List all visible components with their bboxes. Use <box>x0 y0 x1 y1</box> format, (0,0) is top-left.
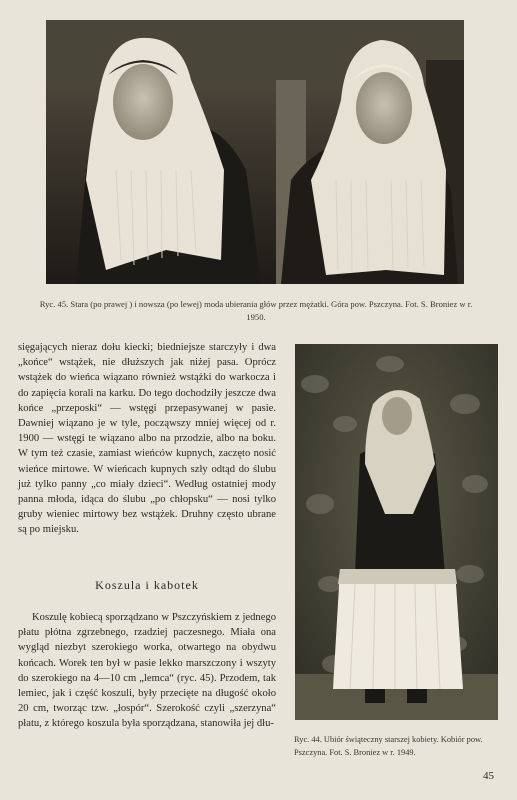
body-paragraph: sięgających nieraz dołu kiecki; biedniejsze starczyły i dwa „końce“ wstążek, nie dłuższych jak niżej pasa. Oprócz wstążek do wieńca wiązano również wstążki do warkocza i do zapięcia korali na karku. Do tego dochodziły jeszcze dwa końce „przeposki“ — wstęgi przepasywanej w pasie. Dawniej wiązano je w tyle, począwszy mniej więcej od r. 1900 — wstęgi te wiązano albo na przodzie, albo na boku. W tym też czasie, zamiast wieńców kupnych, zaczęto nosić wieńce mirtowe. W wieńcach kupnych szły odtąd do ślubu już tylko panny „co miały dzieci“. Według ostatniej mody panna młoda, idąca do ślubu „po chłopsku“ — nosi tylko gruby wieniec mirtowy bez wstążek. Druhny często ubrane są po miejsku. <box>18 342 276 536</box>
photo-festive-dress <box>295 344 498 720</box>
figure-caption-right: Ryc. 44. Ubiór świąteczny starszej kobiety. Kobiór pow. Pszczyna. Fot. S. Broniez w r. 1949. <box>294 735 483 757</box>
photo-two-married-women <box>46 20 464 284</box>
page-number: 45 <box>483 770 494 782</box>
section-heading: Koszula i kabotek <box>95 578 199 592</box>
photo-festive-dress-image <box>295 344 498 720</box>
body-paragraph: Koszulę kobiecą sporządzano w Pszczyńskiem z jednego płatu płótna zgrzebnego, rzadziej paczesnego. Miała ona wygląd niezbyt szerokiego worka, otwartego na obydwu końcach. Worek ten był w pasie lekko marszczony i wszyty do szerokiego na 4—10 cm „lemca“ (ryc. 45). Przodem, tak lemiec, jak i część koszuli, były przecięte na długość około 20 cm, tworząc tzw. „łospór“. Szerokość czyli „szerzyna“ płatu, z którego koszula była sporządzana, stanowiła jej dłu- <box>18 612 276 730</box>
text-column-lower <box>18 610 276 732</box>
figure-caption-top: Ryc. 45. Stara (po prawej ) i nowsza (po lewej) moda ubierania głów przez mężatki. Góra pow. Pszczyna. Fot. S. Broniez w r. 1950. <box>39 299 473 322</box>
photo-two-married-women-image <box>46 20 464 284</box>
text-column-upper <box>18 340 276 538</box>
